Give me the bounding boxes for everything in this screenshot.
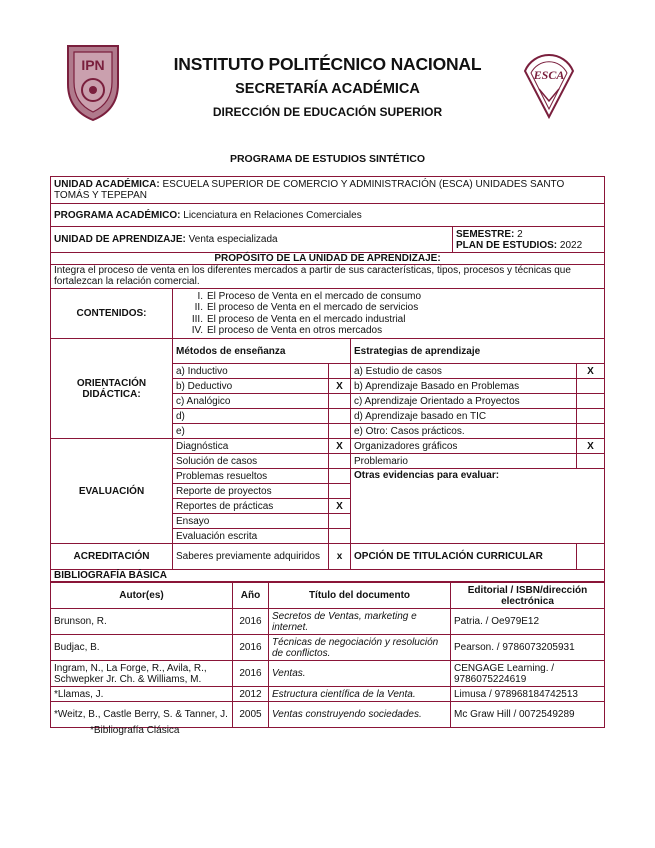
orientacion-row: a) Inductivo a) Estudio de casos X (51, 364, 605, 379)
bib-header-row: Autor(es) Año Título del documento Editorial / ISBN/dirección electrónica (51, 583, 605, 609)
row-programa (51, 204, 605, 227)
evaluacion-row: Problemas resueltos Otras evidencias para evaluar: (51, 469, 605, 484)
otras-evidencias: Otras evidencias para evaluar: (351, 469, 605, 544)
acreditacion-label: ACREDITACIÓN (51, 544, 173, 570)
plan-label: PLAN DE ESTUDIOS: (456, 239, 558, 251)
opcion-titulacion: OPCIÓN DE TITULACIÓN CURRICULAR (351, 544, 577, 570)
row-acreditacion (51, 544, 605, 570)
semestre-label: SEMESTRE: (456, 228, 515, 240)
institution-title: INSTITUTO POLITÉCNICO NACIONAL (173, 54, 482, 74)
row-bibliografia-title (51, 570, 605, 582)
program-table-frame (50, 176, 604, 728)
contenidos-label: CONTENIDOS: (51, 289, 173, 339)
contenido-item: III. El proceso de Venta en el mercado industrial (191, 313, 406, 325)
evaluacion-row: Reportes de prácticas X (51, 499, 605, 514)
bibliography-table (50, 582, 605, 728)
unidad-academica-label: UNIDAD ACADÉMICA: (54, 179, 160, 190)
semestre-value: 2 (517, 228, 523, 240)
evaluacion-label: EVALUACIÓN (51, 439, 173, 544)
orientacion-row: b) Deductivo X b) Aprendizaje Basado en Problemas (51, 379, 605, 394)
contenido-item: I. El Proceso de Venta en el mercado de consumo (197, 290, 422, 302)
bib-row: Budjac, B. 2016 Técnicas de negociación y resolución de conflictos. Pearson. / 9786073205931 (51, 635, 605, 661)
evaluacion-row: Solución de casos Problemario (51, 454, 605, 469)
bib-row: Brunson, R. 2016 Secretos de Ventas, marketing e internet. Patria. / Oe979E12 (51, 609, 605, 635)
row-proposito-title (51, 253, 605, 265)
proposito-title: PROPÓSITO DE LA UNIDAD DE APRENDIZAJE: (51, 253, 605, 265)
unidad-academica-value: ESCUELA SUPERIOR DE COMERCIO Y ADMINISTRACIÓN (ESCA) UNIDADES SANTO TOMÁS Y TEPEPAN (54, 179, 565, 201)
saberes-mark: x (329, 544, 351, 570)
proposito-text: Integra el proceso de venta en los diferentes mercados a partir de sus características, tipos, procesos y técnicas que fortalezcan la relación comercial. (51, 265, 605, 289)
orientacion-row: c) Analógico c) Aprendizaje Orientado a Proyectos (51, 394, 605, 409)
bib-row: Ingram, N., La Forge, R., Avila, R., Schwepker Jr. Ch. & Williams, M. 2016 Ventas. CENGAGE Learning. / 9786075224619 (51, 661, 605, 687)
row-unidad-academica (51, 177, 605, 204)
orientacion-label: ORIENTACIÓN DIDÁCTICA: (51, 339, 173, 439)
secretariat-title: SECRETARÍA ACADÉMICA (235, 81, 420, 97)
orientacion-row: e) e) Otro: Casos prácticos. (51, 424, 605, 439)
estrategias-title: Estrategias de aprendizaje (351, 339, 605, 364)
programa-label: PROGRAMA ACADÉMICO: (54, 209, 181, 221)
contenido-item: II. El proceso de Venta en el mercado de servicios (194, 302, 419, 313)
bib-row: *Llamas, J. 2012 Estructura científica de la Venta. Limusa / 978968184742513 (51, 687, 605, 702)
document-title: PROGRAMA DE ESTUDIOS SINTÉTICO (229, 153, 426, 165)
evaluacion-row: Evaluación escrita (51, 529, 605, 544)
svg-text:ESCA: ESCA (533, 68, 565, 82)
opcion-mark (577, 544, 605, 570)
orientacion-row: d) d) Aprendizaje basado en TIC (51, 409, 605, 424)
contenido-item: IV. El proceso de Venta en otros mercados (191, 325, 383, 336)
contenidos-list (173, 291, 601, 337)
row-unidad-aprendizaje (51, 227, 605, 253)
direction-title: DIRECCIÓN DE EDUCACIÓN SUPERIOR (212, 105, 443, 119)
row-proposito-text (51, 265, 605, 289)
bibliografia-title: BIBLIOGRAFÍA BÁSICA (51, 570, 605, 582)
unidad-aprendizaje-label: UNIDAD DE APRENDIZAJE: (54, 234, 186, 245)
bib-row: *Weitz, B., Castle Berry, S. & Tanner, J. 2005 Ventas construyendo sociedades. Mc Graw Hill / 0072549289 (51, 702, 605, 728)
saberes-previos: Saberes previamente adquiridos (173, 544, 329, 570)
row-contenidos (51, 289, 605, 339)
evaluacion-row: Ensayo (51, 514, 605, 529)
evaluacion-row: Reporte de proyectos (51, 484, 605, 499)
metodos-title: Métodos de enseñanza (173, 339, 351, 364)
program-table (50, 176, 605, 582)
unidad-aprendizaje-value: Venta especializada (188, 234, 278, 245)
programa-value: Licenciatura en Relaciones Comerciales (183, 209, 362, 221)
svg-text:IPN: IPN (81, 57, 105, 73)
evaluacion-row: EVALUACIÓN Diagnóstica X Organizadores gráficos X (51, 439, 605, 454)
plan-value: 2022 (559, 239, 583, 251)
classic-bibliography-note: *Bibliografía Clásica (90, 725, 180, 736)
row-orientacion-headers (51, 339, 605, 364)
